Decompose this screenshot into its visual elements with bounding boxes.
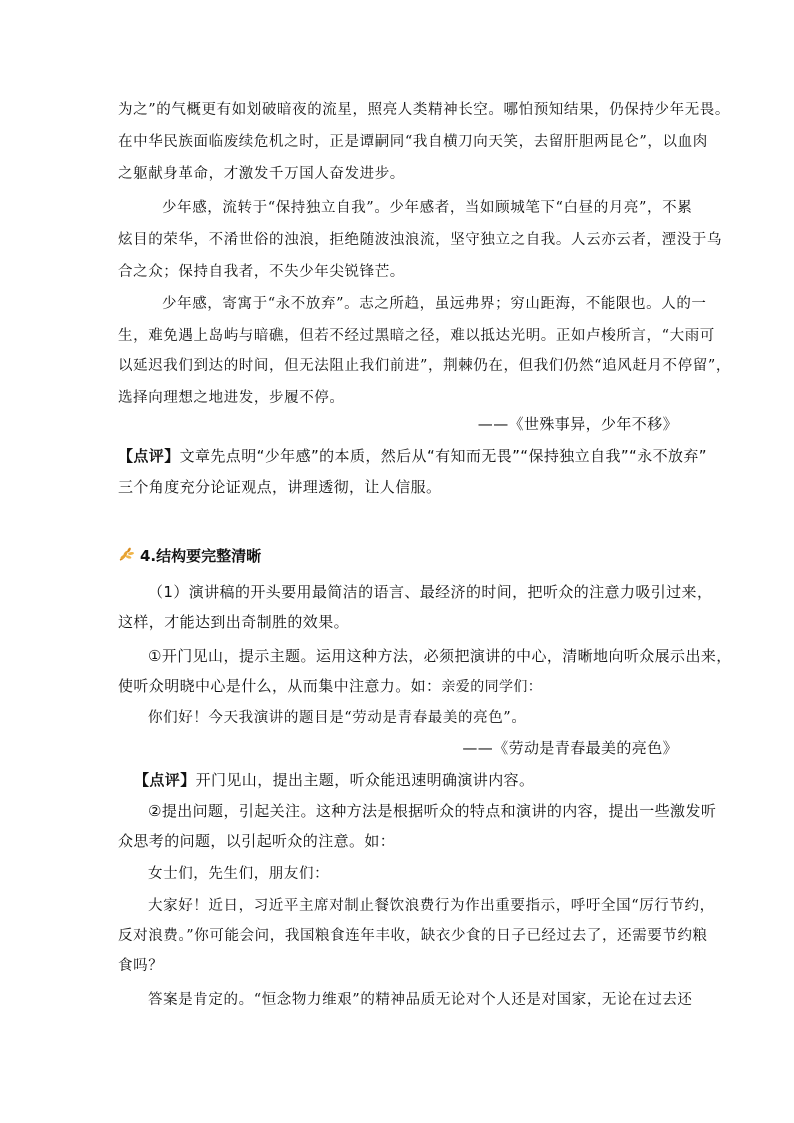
example-line: 食吗？ xyxy=(118,958,164,974)
body-line: ①开门见山，提示主题。运用这种方法，必须把演讲的中心，清晰地向听众展示出来， xyxy=(148,647,732,665)
essay-line: 之躯献身革命，才激发千万国人奋发进步。 xyxy=(118,166,405,182)
essay-line: 生，难免遇上岛屿与暗礁，但若不经过黑暗之径，难以抵达光明。正如卢梭所言，“大雨可 xyxy=(118,328,715,344)
essay-line: 少年感，流转于“保持独立自我”。少年感者，当如顾城笔下“白昼的月亮”，不累 xyxy=(162,200,693,216)
essay-line: 选择向理想之地进发，步履不停。 xyxy=(118,390,345,406)
review-line: 三个角度充分论证观点，讲理透彻，让人信服。 xyxy=(118,478,442,496)
review-text: 文章先点明“少年感”的本质，然后从“有知而无畏”“保持独立自我”“永不放弃” xyxy=(179,447,707,465)
review-label: 【点评】 xyxy=(118,447,180,465)
body-text: 使听众明晓中心是什么，从而集中注意力。如： xyxy=(118,677,442,695)
body-line xyxy=(118,676,678,697)
section-title: 4.结构要完整清晰 xyxy=(140,546,262,565)
body-line: 众思考的问题，以引起听众的注意。如： xyxy=(118,832,396,850)
example-line: 女士们，先生们，朋友们： xyxy=(148,866,330,882)
essay-line: 在中华民族面临废续危机之时，正是谭嗣同“我自横刀向天笑，去留肝胆两昆仑”，以血肉 xyxy=(118,134,708,150)
essay-line: 炫目的荣华，不淆世俗的浊浪，拒绝随波浊浪流，坚守独立之自我。人云亦云者，湮没于乌 xyxy=(118,232,722,248)
essay-source: ——《世殊事异，少年不移》 xyxy=(477,415,678,433)
essay-line: 以延迟我们到达的时间，但无法阻止我们前进”，荆棘仍在，但我们仍然“追风赶月不停留”， xyxy=(118,358,731,374)
example-line: 大家好！近日，习近平主席对制止餐饮浪费行为作出重要指示，呼吁全国“厉行节约， xyxy=(148,898,715,914)
body-line: ②提出问题，引起关注。这种方法是根据听众的特点和演讲的内容，提出一些激发听 xyxy=(148,802,717,820)
review-line xyxy=(134,770,678,790)
body-line: （1）演讲稿的开头要用最简洁的语言、最经济的时间，把听众的注意力吸引过来， xyxy=(148,583,713,601)
review-label: 【点评】 xyxy=(134,771,196,789)
review-text: 开门见山，提出主题，听众能迅速明确演讲内容。 xyxy=(195,771,535,789)
example-greeting: 亲爱的同学们： xyxy=(441,679,543,695)
section-heading xyxy=(118,543,261,567)
example-line: 答案是肯定的。“恒念物力维艰”的精神品质无论对个人还是对国家，无论在过去还 xyxy=(148,992,693,1008)
body-line: 这样，才能达到出奇制胜的效果。 xyxy=(118,613,350,631)
example-line: 你们好！今天我演讲的题目是“劳动是青春最美的亮色”。 xyxy=(148,710,527,726)
example-source: ——《劳动是青春最美的亮色》 xyxy=(462,739,678,757)
essay-line: 少年感，寄寓于“永不放弃”。志之所趋，虽远弗界；穷山距海，不能限也。人的一 xyxy=(162,296,707,312)
example-line: 反对浪费。”你可能会问，我国粮食连年丰收，缺衣少食的日子已经过去了，还需要节约粮 xyxy=(118,928,708,944)
essay-line: 合之众；保持自我者，不失少年尖锐锋芒。 xyxy=(118,264,405,280)
essay-line: 为之”的气概更有如划破暗夜的流星，照亮人类精神长空。哪怕预知结果，仍保持少年无畏。 xyxy=(118,102,731,118)
wheat-icon xyxy=(118,546,136,564)
review-line xyxy=(118,446,707,466)
